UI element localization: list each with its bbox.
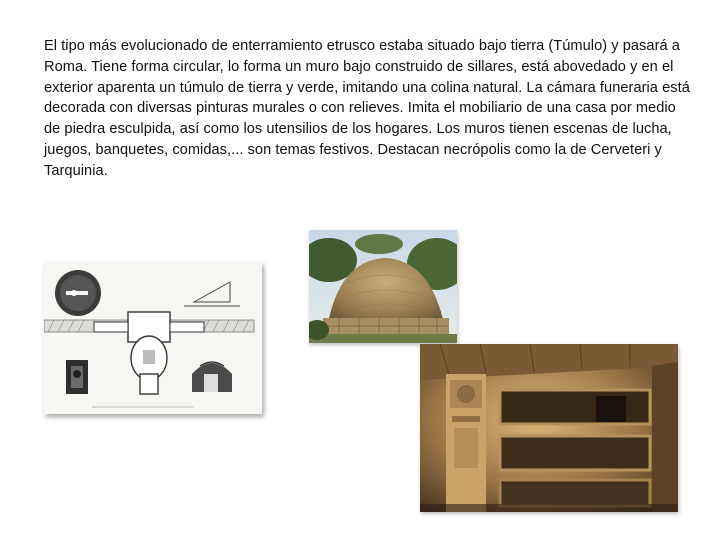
- body-paragraph: El tipo más evolucionado de enterramiento etrusco estaba situado bajo tierra (Túmulo) y pasará a Roma. Tiene forma circular, lo forma un muro bajo construido de sillares, está abovedado y en el exterior aparenta un túmulo de tierra y verde, imitando una colina natural. La cámara funeraria está decorada con diversas pinturas murales o con relieves. Imita el mobiliario de una casa por medio de piedra esculpida, así como los utensilios de los hogares. Los muros tienen escenas de lucha, juegos, banquetes, comidas,... son temas festivos. Destacan necrópolis como la de Cerveteri y Tarquinia.: [44, 38, 690, 179]
- tumulus-photo: [309, 230, 457, 343]
- tomb-plan-image: [44, 262, 262, 414]
- burial-chamber-photo: [420, 344, 678, 512]
